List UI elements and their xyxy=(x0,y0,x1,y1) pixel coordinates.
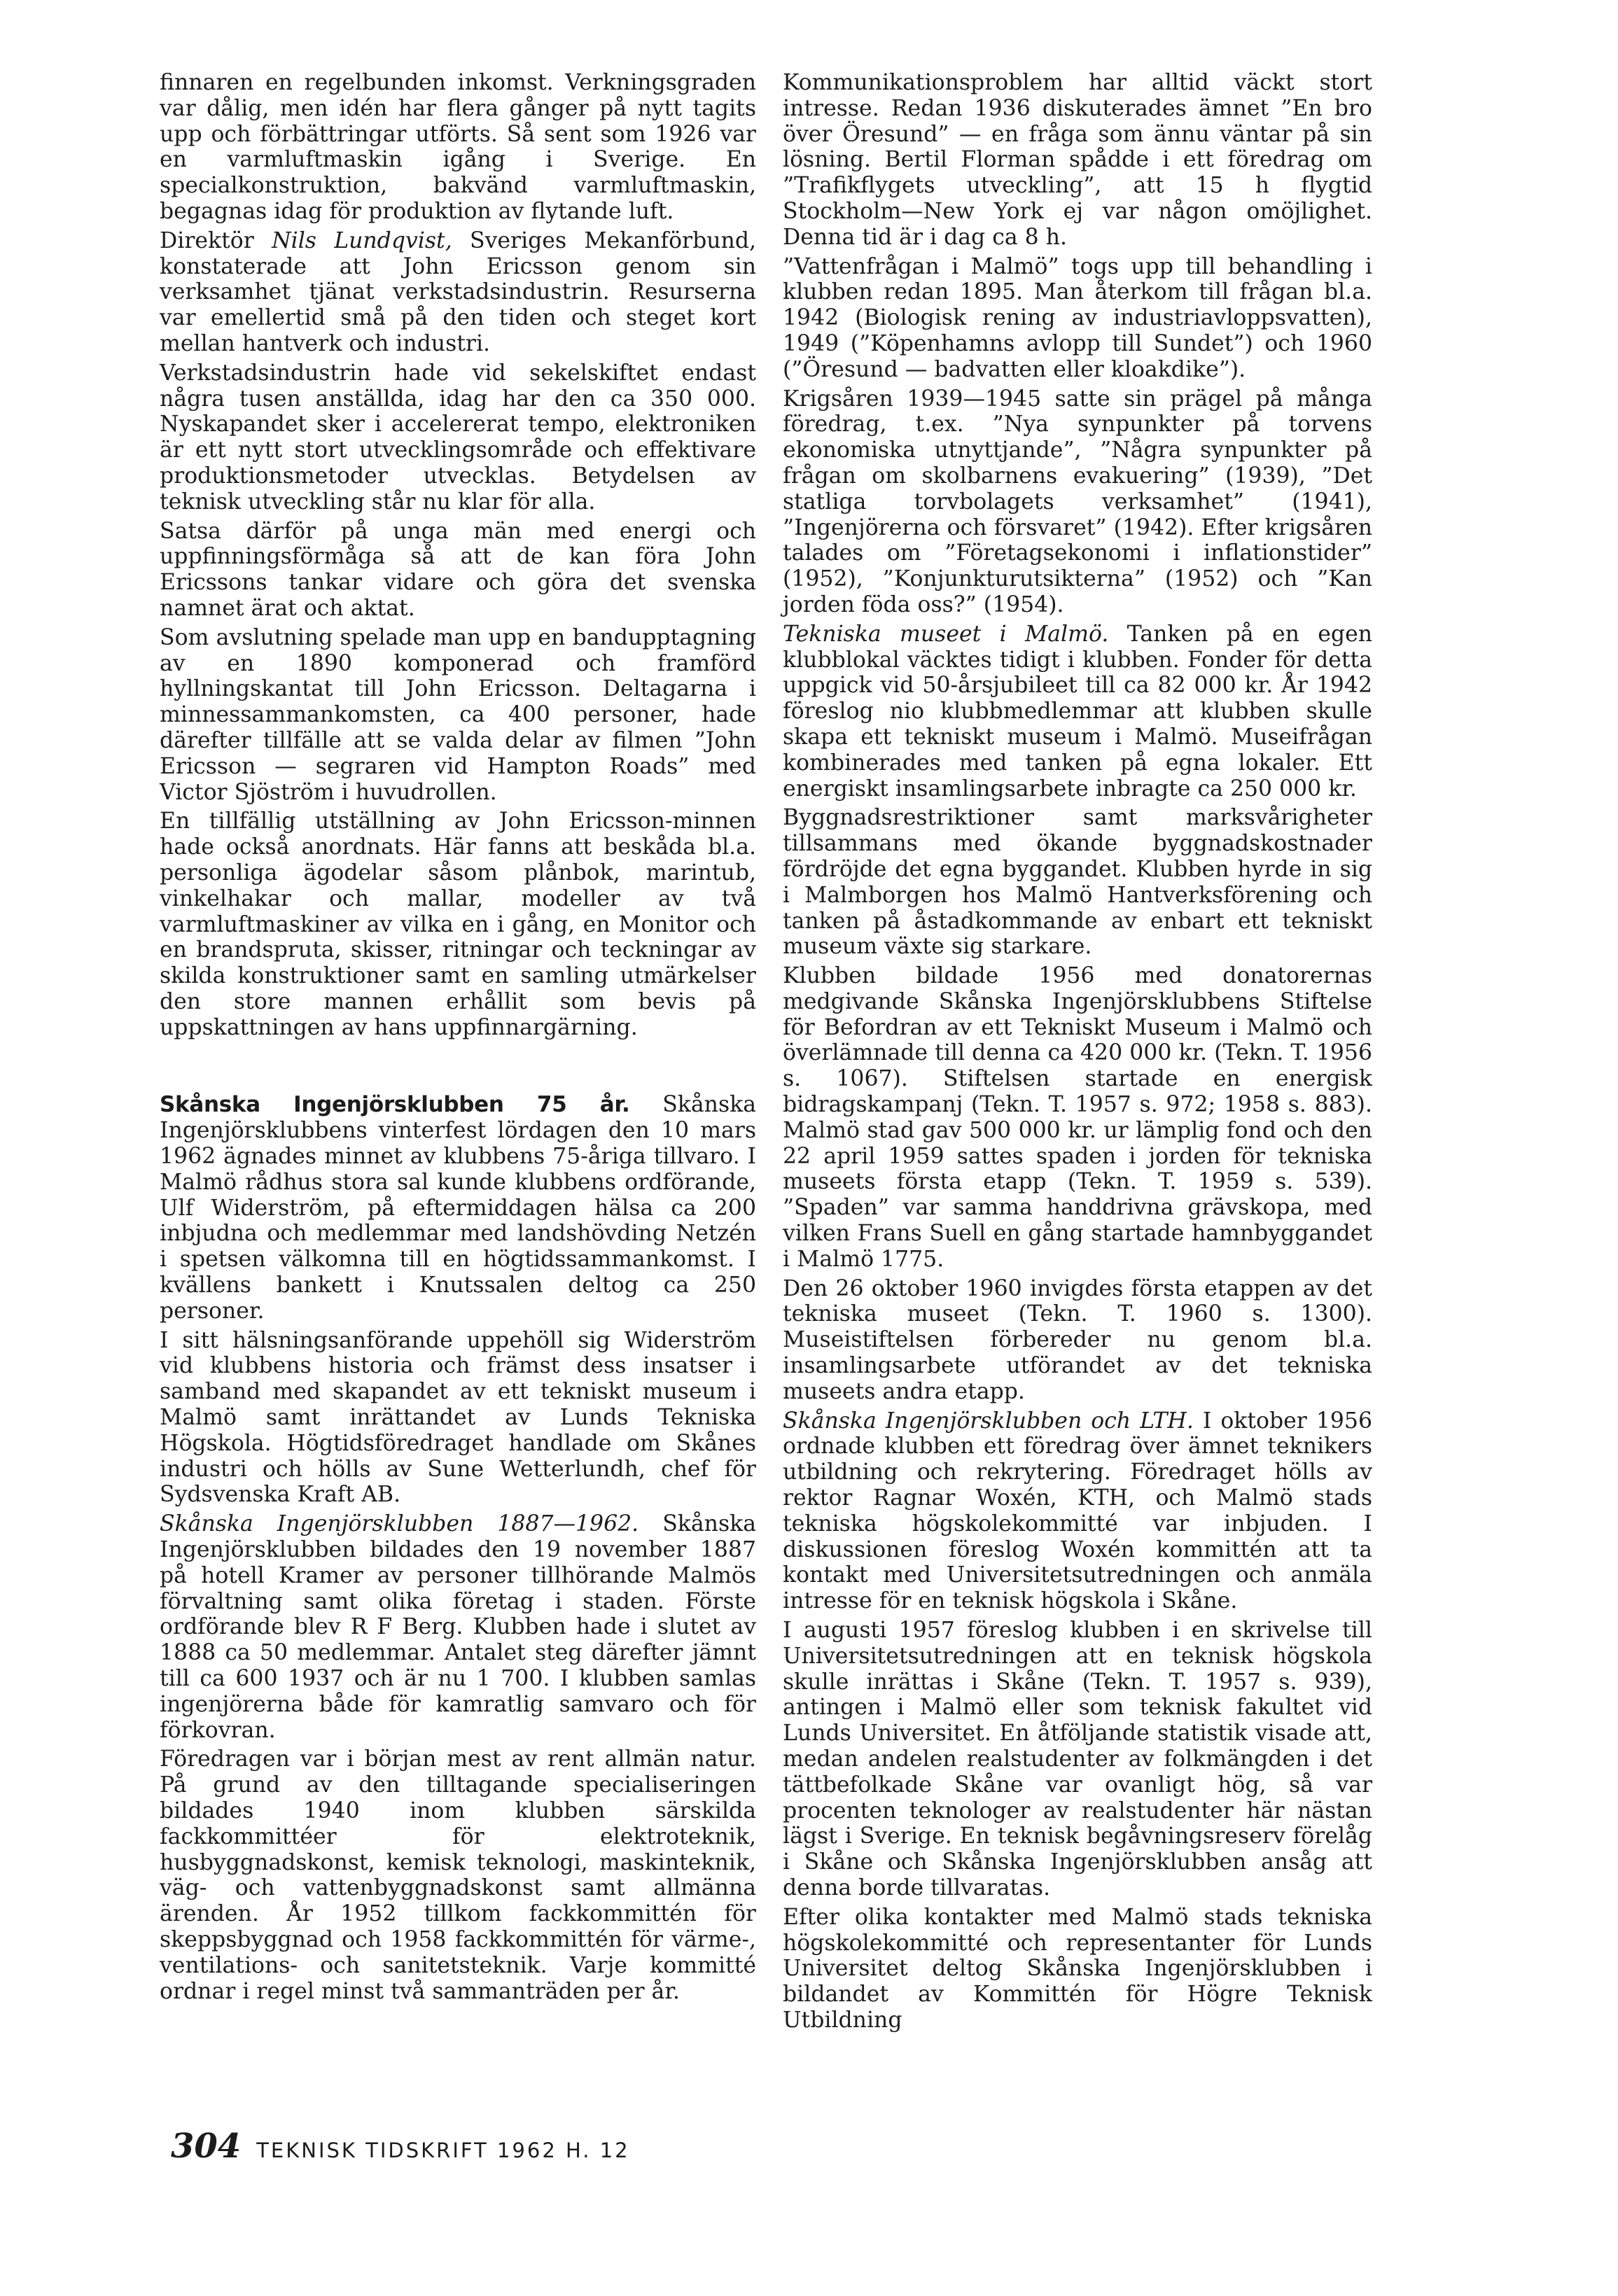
paragraph: Satsa därför på unga män med energi och uppfinningsförmåga så att de kan föra John Ericssons tankar vidare och göra det svenska namnet ärat och aktat. xyxy=(160,518,756,621)
person-name: Nils Lundqvist, xyxy=(272,227,452,253)
paragraph: Byggnadsrestriktioner samt marksvårigheter tillsammans med ökande byggnadskostnader fördröjde det egna byggandet. Klubben hyrde in sig i Malmborgen hos Malmö Hantverksförening och tanken på åstadkommande av enbart ett tekniskt museum växte sig starkare. xyxy=(783,805,1372,960)
paragraph: ”Vattenfrågan i Malmö” togs upp till behandling i klubben redan 1895. Man återkom till frågan bl.a. 1942 (Biologisk rening av industriavloppsvatten), 1949 (”Köpenhamns avlopp till Sundet”) och 1960 (”Öresund — badvatten eller kloakdike”). xyxy=(783,253,1372,382)
paragraph: En tillfällig utställning av John Ericsson-minnen hade också anordnats. Här fanns att beskåda bl.a. personliga ägodelar såsom plånbok, marintub, vinkelhakar och mallar, modeller av två varmluftmaskiner av vilka en i gång, en Monitor och en brandspruta, skisser, ritningar och teckningar av skilda konstruktioner samt en samling utmärkelser den store mannen erhållit som bevis på uppskattningen av hans uppfinnargärning. xyxy=(160,808,756,1040)
paragraph: I sitt hälsningsanförande uppehöll sig Widerström vid klubbens historia och främst dess insatser i samband med skapandet av ett tekniskt museum i Malmö samt inrättandet av Lunds Tekniska Högskola. Högtidsföredraget handlade om Skånes industri och hölls av Sune Wetterlundh, chef för Sydsvenska Kraft AB. xyxy=(160,1327,756,1508)
subheading: Tekniska museet i Malmö. xyxy=(783,621,1109,647)
paragraph: Krigsåren 1939—1945 satte sin prägel på många föredrag, t.ex. ”Nya synpunkter på torvens ekonomiska utnyttjande”, ”Några synpunkter på frågan om skolbarnens evakuering” (1939), ”Det statliga torvbolagets verksamhet” (1941), ”Ingenjörerna och försvaret” (1942). Efter krigsåren talades om ”Företagsekonomi i inflationstider” (1952), ”Konjunkturutsikterna” (1952) och ”Kan jorden föda oss?” (1954). xyxy=(783,386,1372,617)
paragraph: Klubben bildade 1956 med donatorernas medgivande Skånska Ingenjörsklubbens Stiftelse för Befordran av ett Tekniskt Museum i Malmö och överlämnade till denna ca 420 000 kr. (Tekn. T. 1956 s. 1067). Stiftelsen startade en energisk bidragskampanj (Tekn. T. 1957 s. 972; 1958 s. 883). Malmö stad gav 500 000 kr. ur lämplig fond och den 22 april 1959 sattes spaden i jorden för tekniska museets första etapp (Tekn. T. 1959 s. 539). ”Spaden” var samma handdrivna grävskopa, med vilken Frans Suell en gång startade hamnbyggandet i Malmö 1775. xyxy=(783,963,1372,1272)
paragraph: Föredragen var i början mest av rent allmän natur. På grund av den tilltagande specialiseringen bildades 1940 inom klubben särskilda fackkommittéer för elektroteknik, husbyggnadskonst, kemisk teknologi, maskinteknik, väg- och vattenbyggnadskonst samt allmänna ärenden. År 1952 tillkom fackkommittén för skeppsbyggnad och 1958 fackkommittén för värme-, ventilations- och sanitetsteknik. Varje kommitté ordnar i regel minst två sammanträden per år. xyxy=(160,1746,756,2004)
paragraph: Som avslutning spelade man upp en bandupptagning av en 1890 komponerad och framförd hyllningskantat till John Ericsson. Deltagarna i minnessammankomsten, ca 400 personer, hade därefter tillfälle att se valda delar av filmen ”John Ericsson — segraren vid Hampton Roads” med Victor Sjöström i huvudrollen. xyxy=(160,624,756,805)
section-paragraph: Skånska Ingenjörsklubben 75 år. Skånska Ingenjörsklubbens vinterfest lördagen den 10 mars 1962 ägnades minnet av klubbens 75-åriga tillvaro. I Malmö rådhus stora sal kunde klubbens ordförande, Ulf Widerström, på eftermiddagen hälsa ca 200 inbjudna och medlemmar med landshövding Netzén i spetsen välkomna till en högtidssammankomst. I kvällens bankett i Knutssalen deltog ca 250 personer. xyxy=(160,1092,756,1324)
paragraph: Direktör Nils Lundqvist, Sveriges Mekanförbund, konstaterade att John Ericsson genom sin verksamhet tjänat verkstadsindustrin. Resurserna var emellertid små på den tiden och steget kort mellan hantverk och industri. xyxy=(160,227,757,356)
page-footer xyxy=(171,2127,630,2166)
paragraph: Kommunikationsproblem har alltid väckt stort intresse. Redan 1936 diskuterades ämnet ”En bro över Öresund” — en fråga som ännu väntar på sin lösning. Bertil Florman spådde i ett föredrag om ”Trafikflygets utveckling”, att 15 h flygtid Stockholm—New York ej var någon omöjlighet. Denna tid är i dag ca 8 h. xyxy=(783,70,1372,250)
paragraph: I augusti 1957 föreslog klubben i en skrivelse till Universitetsutredningen att en teknisk högskola skulle inrättas i Skåne (Tekn. T. 1957 s. 939), antingen i Malmö eller som teknisk fakultet vid Lunds Universitet. En åtföljande statistik visade att, medan andelen realstudenter av folkmängden i det tättbefolkade Skåne var ovanligt hög, så var procenten teknologer av realstudenter här nästan lägst i Sverige. En teknisk begåvningsreserv förelåg i Skåne och Skånska Ingenjörsklubben ansåg att denna borde tillvaratas. xyxy=(783,1618,1372,1900)
subheading: Skånska Ingenjörsklubben 1887—1962. xyxy=(160,1511,639,1537)
journal-title: TEKNISK TIDSKRIFT 1962 H. 12 xyxy=(256,2138,630,2162)
subheading: Skånska Ingenjörsklubben och LTH. xyxy=(783,1408,1194,1434)
paragraph: Den 26 oktober 1960 invigdes första etappen av det tekniska museet (Tekn. T. 1960 s. 1300). Museistiftelsen förbereder nu genom bl.a. insamlingsarbete utförandet av det tekniska museets andra etapp. xyxy=(783,1275,1372,1404)
left-column xyxy=(160,70,756,2004)
section-heading: Skånska Ingenjörsklubben 75 år. xyxy=(160,1092,630,1118)
paragraph: Efter olika kontakter med Malmö stads tekniska högskolekommitté och representanter för Lunds Universitet deltog Skånska Ingenjörsklubben i bildandet av Kommittén för Högre Teknisk Utbildning xyxy=(783,1904,1372,2033)
paragraph: Skånska Ingenjörsklubben och LTH. I oktober 1956 ordnade klubben ett föredrag över ämnet teknikers utbildning och rekrytering. Föredraget hölls av rektor Ragnar Woxén, KTH, och Malmö stads tekniska högskolekommitté var inbjuden. I diskussionen föreslog Woxén kommittén att ta kontakt med Universitetsutredningen och anmäla intresse för en teknisk högskola i Skåne. xyxy=(783,1408,1372,1614)
right-column xyxy=(783,70,1372,2033)
paragraph: Skånska Ingenjörsklubben 1887—1962. Skånska Ingenjörsklubben bildades den 19 november 1887 på hotell Kramer av personer tillhörande Malmös förvaltning samt olika företag i staden. Förste ordförande blev R F Berg. Klubben hade i slutet av 1888 ca 50 medlemmar. Antalet steg därefter jämnt till ca 600 1937 och är nu 1 700. I klubben samlas ingenjörerna både för kamratlig samvaro och för förkovran. xyxy=(160,1511,756,1743)
paragraph: finnaren en regelbunden inkomst. Verkningsgraden var dålig, men idén har flera gånger på nytt tagits upp och förbättringar utförts. Så sent som 1926 var en varmluftmaskin igång i Sverige. En specialkonstruktion, bakvänd varmluftmaskin, begagnas idag för produktion av flytande luft. xyxy=(160,70,756,224)
page-number: 304 xyxy=(171,2127,242,2166)
paragraph: Verkstadsindustrin hade vid sekelskiftet endast några tusen anställda, idag har den ca 350 000. Nyskapandet sker i accelererat tempo, elektroniken är ett nytt stort utvecklingsområde och effektivare produktionsmetoder utvecklas. Betydelsen av teknisk utveckling står nu klar för alla. xyxy=(160,360,756,514)
paragraph: Tekniska museet i Malmö. Tanken på en egen klubblokal väcktes tidigt i klubben. Fonder för detta uppgick vid 50-årsjubileet till ca 82 000 kr. År 1942 föreslog nio klubbmedlemmar att klubben skulle skapa ett tekniskt museum i Malmö. Museifrågan kombinerades med tanken på egna lokaler. Ett energiskt insamlingsarbete inbragte ca 250 000 kr. xyxy=(783,621,1372,802)
